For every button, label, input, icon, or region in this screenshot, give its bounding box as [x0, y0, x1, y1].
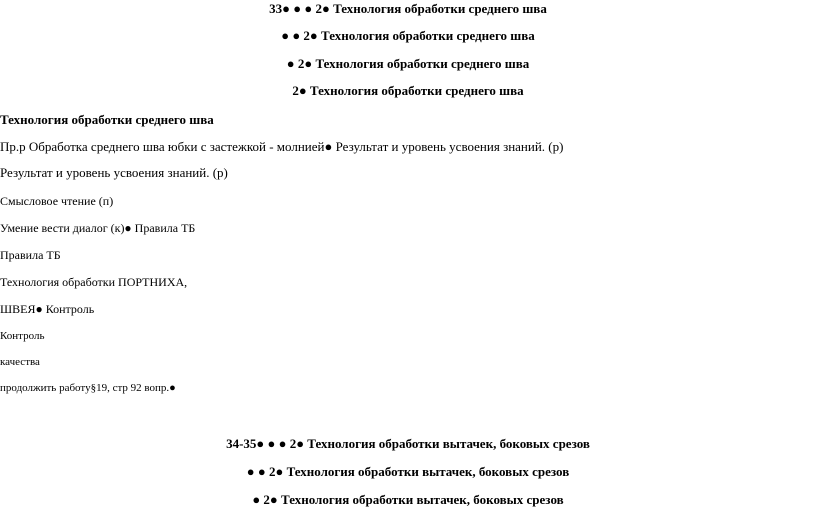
- footer-line-2: ● ● 2● Технология обработки вытачек, боковых срезов: [246, 464, 570, 479]
- footer-line-1: 34-35● ● ● 2● Технология обработки вытачек, боковых срезов: [226, 436, 590, 451]
- body-line-4: Умение вести диалог (к)● Правила ТБ: [0, 221, 196, 235]
- header-line-1: 33● ● ● 2● Технология обработки среднего шва: [269, 1, 547, 16]
- body-line-8: Контроль: [0, 330, 45, 342]
- topic-title: Технология обработки среднего шва: [0, 112, 214, 127]
- body-line-6: Технология обработки ПОРТНИХА,: [0, 275, 188, 289]
- body-line-10: продолжить работу§19, стр 92 вопр.●: [0, 382, 176, 394]
- body-line-9: качества: [0, 356, 40, 368]
- body-line-7: ШВЕЯ● Контроль: [0, 302, 95, 316]
- body-line-1: Пр.р Обработка среднего шва юбки с застежкой - молнией● Результат и уровень усвоения знаний. (р): [0, 139, 564, 154]
- header-line-4: 2● Технология обработки среднего шва: [292, 83, 524, 98]
- header-line-2: ● ● 2● Технология обработки среднего шва: [281, 28, 535, 43]
- footer-line-3: ● 2● Технология обработки вытачек, боковых срезов: [252, 492, 564, 507]
- body-line-2: Результат и уровень усвоения знаний. (р): [0, 165, 228, 180]
- body-line-5: Правила ТБ: [0, 248, 61, 262]
- body-line-3: Смысловое чтение (п): [0, 194, 114, 208]
- header-line-3: ● 2● Технология обработки среднего шва: [286, 56, 530, 71]
